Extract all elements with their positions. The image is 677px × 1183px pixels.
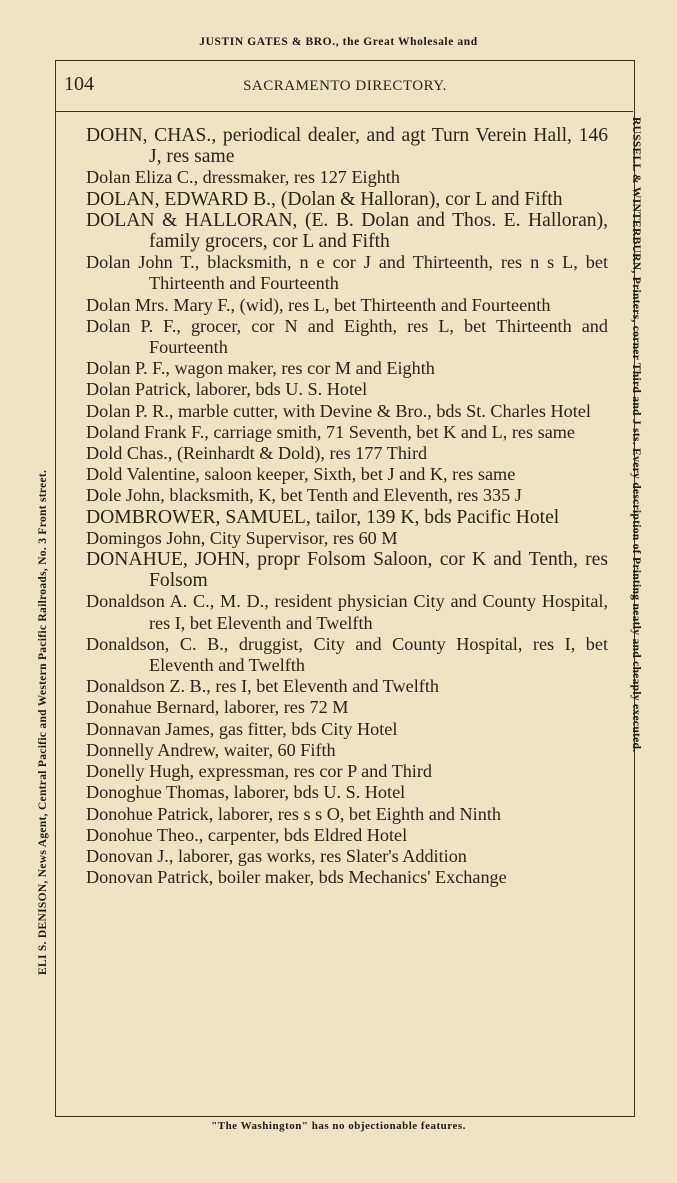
directory-entry: Donaldson Z. B., res I, bet Eleventh and Twelfth (86, 676, 439, 697)
directory-entry: Donnelly Andrew, waiter, 60 Fifth (86, 739, 336, 760)
right-margin-text: RUSSELL & WINTERBURN, Printers, corner Third and J sts. Every description of Printing neatly and cheaply executed. (630, 117, 642, 753)
directory-entry: Dolan Eliza C., dressmaker, res 127 Eighth (86, 167, 400, 188)
directory-entry: DOLAN & HALLORAN, (E. B. Dolan and Thos. E. Halloran), family grocers, cor L and Fifth (86, 209, 608, 253)
directory-entry: Dold Chas., (Reinhardt & Dold), res 177 Third (86, 443, 428, 464)
directory-entry: DOHN, CHAS., periodical dealer, and agt Turn Verein Hall, 146 J, res same (86, 125, 608, 168)
bottom-advertisement: "The Washington" has no objectionable features. (211, 1120, 466, 1132)
directory-entry: Dold Valentine, saloon keeper, Sixth, bet J and K, res same (86, 464, 516, 485)
directory-entry: Dolan Patrick, laborer, bds U. S. Hotel (86, 379, 368, 400)
directory-entry: Donoghue Thomas, laborer, bds U. S. Hotel (86, 782, 406, 803)
directory-entry: Doland Frank F., carriage smith, 71 Seventh, bet K and L, res same (86, 421, 575, 442)
directory-entry: Donovan J., laborer, gas works, res Slater's Addition (86, 845, 467, 866)
directory-entry: Donohue Theo., carpenter, bds Eldred Hotel (86, 824, 408, 845)
directory-entry: DOMBROWER, SAMUEL, tailor, 139 K, bds Pacific Hotel (86, 506, 560, 528)
left-margin-text: ELI S. DENISON, News Agent, Central Pacific and Western Pacific Railroads, No. 3 Front street. (37, 469, 49, 975)
directory-entry: Dolan P. R., marble cutter, with Devine & Bro., bds St. Charles Hotel (86, 400, 591, 421)
directory-entry: Donelly Hugh, expressman, res cor P and Third (86, 761, 432, 782)
directory-entry: DOLAN, EDWARD B., (Dolan & Halloran), cor L and Fifth (86, 188, 563, 210)
directory-entry: Donohue Patrick, laborer, res s s O, bet Eighth and Ninth (86, 803, 501, 824)
directory-entry: Donnavan James, gas fitter, bds City Hotel (86, 718, 398, 739)
directory-entry: Dolan John T., blacksmith, n e cor J and Thirteenth, res n s L, bet Thirteenth and Fourteenth (86, 252, 608, 294)
directory-entry: Domingos John, City Supervisor, res 60 M (86, 527, 398, 548)
directory-entry: DONAHUE, JOHN, propr Folsom Saloon, cor K and Tenth, res Folsom (86, 549, 608, 592)
directory-entry: Donahue Bernard, laborer, res 72 M (86, 697, 349, 718)
running-head: SACRAMENTO DIRECTORY. (243, 78, 447, 94)
directory-entry: Dole John, blacksmith, K, bet Tenth and Eleventh, res 335 J (86, 485, 522, 506)
directory-entry: Dolan P. F., wagon maker, res cor M and Eighth (86, 358, 435, 379)
directory-entry: Donaldson A. C., M. D., resident physician City and County Hospital, res I, bet Eleventh and Twelfth (86, 591, 608, 633)
header-rule (55, 111, 633, 112)
directory-entry: Dolan P. F., grocer, cor N and Eighth, res L, bet Thirteenth and Fourteenth (86, 315, 608, 358)
top-advertisement: JUSTIN GATES & BRO., the Great Wholesale and (199, 36, 478, 48)
page-number: 104 (64, 73, 94, 95)
directory-entry: Donovan Patrick, boiler maker, bds Mechanics' Exchange (86, 867, 507, 888)
directory-entry: Dolan Mrs. Mary F., (wid), res L, bet Thirteenth and Fourteenth (86, 294, 551, 315)
directory-entries (86, 125, 608, 888)
directory-entry: Donaldson, C. B., druggist, City and County Hospital, res I, bet Eleventh and Twelfth (86, 633, 608, 676)
